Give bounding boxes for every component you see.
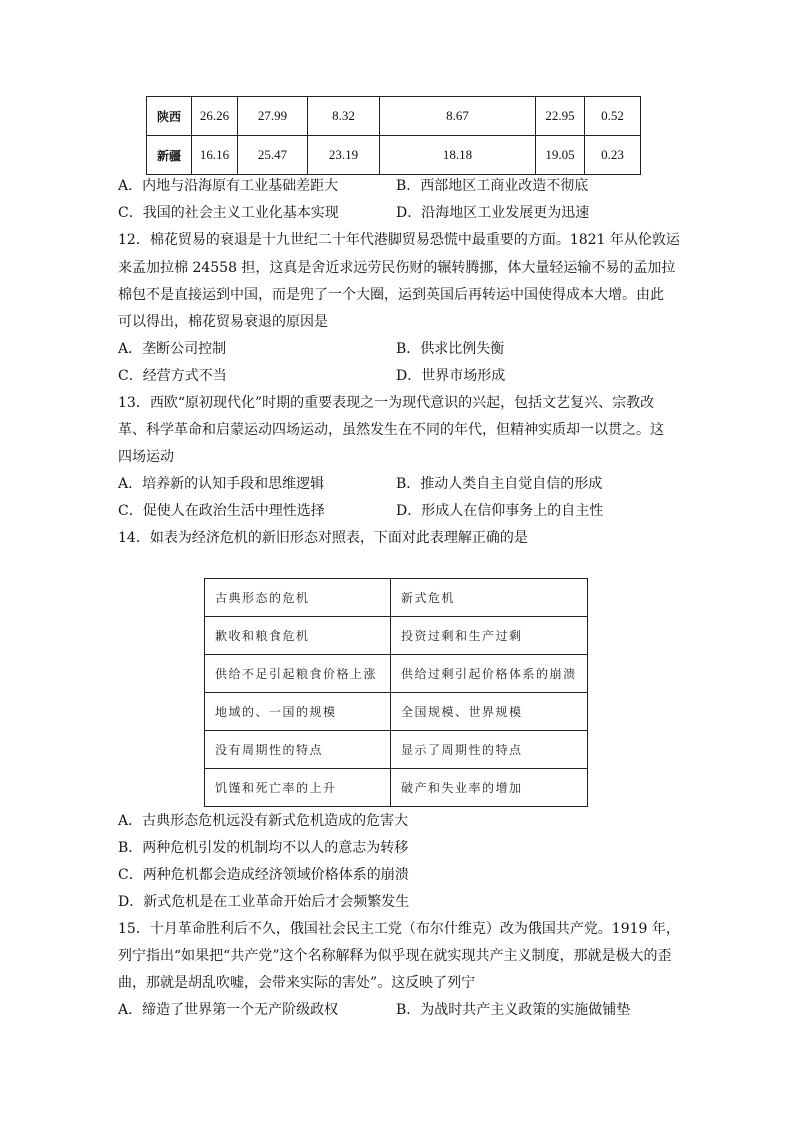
- data-cell: 18.18: [380, 136, 536, 175]
- table-cell: 歉收和粮食危机: [205, 617, 391, 655]
- q13-option-d: D．形成人在信仰事务上的自主性: [396, 503, 604, 519]
- q14-option-d: D．新式危机是在工业革命开始后才会频繁发生: [118, 894, 410, 910]
- data-cell: 25.47: [238, 136, 308, 175]
- data-cell: 26.26: [192, 97, 238, 136]
- q15-option-a: A．缔造了世界第一个无产阶级政权: [118, 1002, 339, 1018]
- table-cell: 投资过剩和生产过剩: [391, 617, 588, 655]
- q11-option-a: A．内地与沿海原有工业基础差距大: [118, 178, 339, 194]
- data-cell: 27.99: [238, 97, 308, 136]
- table-cell: 饥馑和死亡率的上升: [205, 769, 391, 807]
- province-cell: 新疆: [147, 136, 192, 175]
- q12-option-c: C．经营方式不当: [118, 368, 227, 384]
- table-row: [205, 731, 588, 769]
- q13-option-b: B．推动人类自主自觉自信的形成: [396, 476, 603, 492]
- q15-stem-line: 15．十月革命胜利后不久，俄国社会民主工党（布尔什维克）改为俄国共产党。1919 年，: [118, 921, 680, 937]
- table-cell: 新式危机: [391, 579, 588, 617]
- table-row: [205, 655, 588, 693]
- q11-option-d: D．沿海地区工业发展更为迅速: [396, 205, 590, 221]
- table-cell: 古典形态的危机: [205, 579, 391, 617]
- table-cell: 供给不足引起粮食价格上涨: [205, 655, 391, 693]
- q14-stem: 14．如表为经济危机的新旧形态对照表，下面对此表理解正确的是: [118, 530, 528, 546]
- q12-stem-line: 12．棉花贸易的衰退是十九世纪二十年代港脚贸易恐慌中最重要的方面。1821 年从伦敦运: [118, 232, 680, 248]
- table-cell: 破产和失业率的增加: [391, 769, 588, 807]
- data-cell: 0.52: [585, 97, 641, 136]
- table-cell: 显示了周期性的特点: [391, 731, 588, 769]
- table-row: [205, 769, 588, 807]
- q15-stem-line: 列宁指出“如果把“共产党”这个名称解释为似乎现在就实现共产主义制度，那就是极大的歪: [118, 948, 672, 964]
- table-row: [205, 693, 588, 731]
- table-cell: 没有周期性的特点: [205, 731, 391, 769]
- table-cell: 地域的、一国的规模: [205, 693, 391, 731]
- data-cell: 22.95: [536, 97, 585, 136]
- q12-option-b: B．供求比例失衡: [396, 341, 505, 357]
- q13-stem-line: 革、科学革命和启蒙运动四场运动，虽然发生在不同的年代，但精神实质却一以贯之。这: [118, 422, 664, 438]
- q12-option-d: D．世界市场形成: [396, 368, 506, 384]
- table-row: [147, 136, 641, 175]
- q12-stem-line: 棉包不是直接运到中国，而是兜了一个大圈，运到英国后再转运中国使得成本大增。由此: [118, 287, 664, 303]
- q11-option-c: C．我国的社会主义工业化基本实现: [118, 205, 339, 221]
- data-cell: 8.32: [308, 97, 380, 136]
- table-cell: 供给过剩引起价格体系的崩溃: [391, 655, 588, 693]
- data-cell: 0.23: [585, 136, 641, 175]
- q12-option-a: A．垄断公司控制: [118, 341, 227, 357]
- data-cell: 8.67: [380, 97, 536, 136]
- q15-stem-line: 曲，那就是胡乱吹嘘，会带来实际的害处”。这反映了列宁: [118, 975, 476, 991]
- q13-stem-line: 13．西欧“原初现代化”时期的重要表现之一为现代意识的兴起，包括文艺复兴、宗教改: [118, 395, 655, 411]
- crisis-comparison-table: [204, 578, 588, 807]
- table-row: [205, 579, 588, 617]
- q12-stem-line: 来孟加拉棉 24558 担，这真是舍近求远劳民伤财的辗转腾挪，体大量轻运输不易的孟加拉: [118, 260, 676, 276]
- data-cell: 19.05: [536, 136, 585, 175]
- q13-option-a: A．培养新的认知手段和思维逻辑: [118, 476, 325, 492]
- q14-option-a: A．古典形态危机远没有新式危机造成的危害大: [118, 813, 409, 829]
- q13-option-c: C．促使人在政治生活中理性选择: [118, 503, 325, 519]
- data-cell: 16.16: [192, 136, 238, 175]
- q15-option-b: B．为战时共产主义政策的实施做铺垫: [396, 1002, 631, 1018]
- table-row: [147, 97, 641, 136]
- data-cell: 23.19: [308, 136, 380, 175]
- province-data-table: [146, 96, 641, 175]
- q12-stem-line: 可以得出，棉花贸易衰退的原因是: [118, 314, 328, 330]
- table-row: [205, 617, 588, 655]
- q11-option-b: B．西部地区工商业改造不彻底: [396, 178, 589, 194]
- province-cell: 陕西: [147, 97, 192, 136]
- table-cell: 全国规模、世界规模: [391, 693, 588, 731]
- q14-option-c: C．两种危机都会造成经济领域价格体系的崩溃: [118, 867, 409, 883]
- q13-stem-line: 四场运动: [118, 449, 174, 465]
- q14-option-b: B．两种危机引发的机制均不以人的意志为转移: [118, 840, 409, 856]
